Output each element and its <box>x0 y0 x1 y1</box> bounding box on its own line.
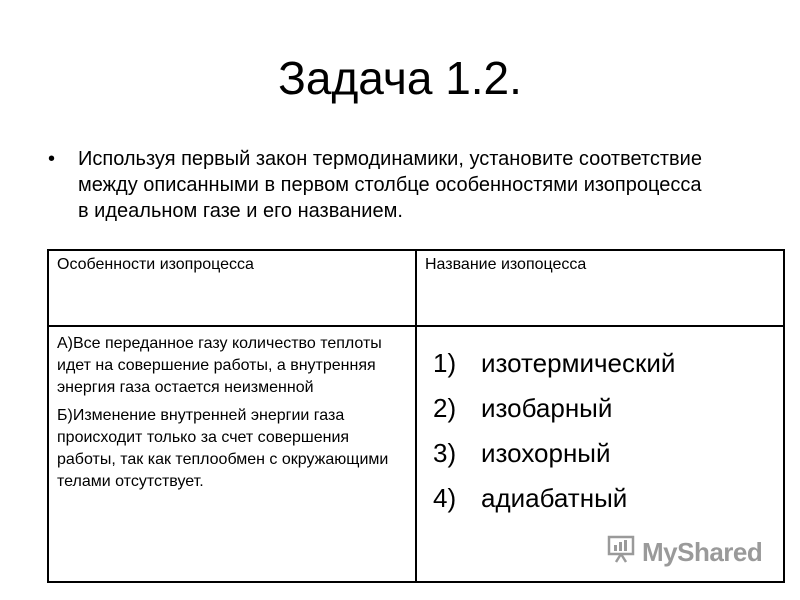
list-item-number: 3) <box>433 438 457 468</box>
task-statement-text: Используя первый закон термодинамики, установите соответствие между описанными в первом столбце особенностями изопроцесса в идеальном газе и его названием. <box>78 148 702 222</box>
slide-title: Задача 1.2. <box>278 52 522 104</box>
list-item <box>433 341 775 386</box>
list-item-number: 1) <box>433 348 457 378</box>
list-item-label: изохорный <box>481 438 611 468</box>
list-item-label: изобарный <box>481 393 613 423</box>
list-item-number: 2) <box>433 393 457 423</box>
feature-b: Б)Изменение внутренней энергии газа происходит только за счет совершения работы, так как теплообмен с окружающими телами отсутствует. <box>57 407 389 490</box>
list-item-label: адиабатный <box>481 483 628 513</box>
list-item-number: 4) <box>433 483 457 513</box>
matching-table <box>47 249 785 583</box>
list-item <box>433 386 775 431</box>
presentation-board-icon <box>606 534 642 571</box>
list-item <box>433 431 775 476</box>
myshared-watermark <box>606 534 762 571</box>
task-statement <box>48 146 708 224</box>
list-item <box>433 476 775 521</box>
bullet-icon: • <box>48 148 56 170</box>
header-features: Особенности изопроцесса <box>49 251 417 327</box>
header-names: Название изопоцесса <box>417 251 783 327</box>
features-cell <box>49 327 417 581</box>
list-item-label: изотермический <box>481 348 676 378</box>
watermark-text: MyShared <box>642 537 763 567</box>
feature-a: А)Все переданное газу количество теплоты идет на совершение работы, а внутренняя энергия газа остается неизменной <box>57 335 382 396</box>
process-name-list <box>425 333 775 521</box>
